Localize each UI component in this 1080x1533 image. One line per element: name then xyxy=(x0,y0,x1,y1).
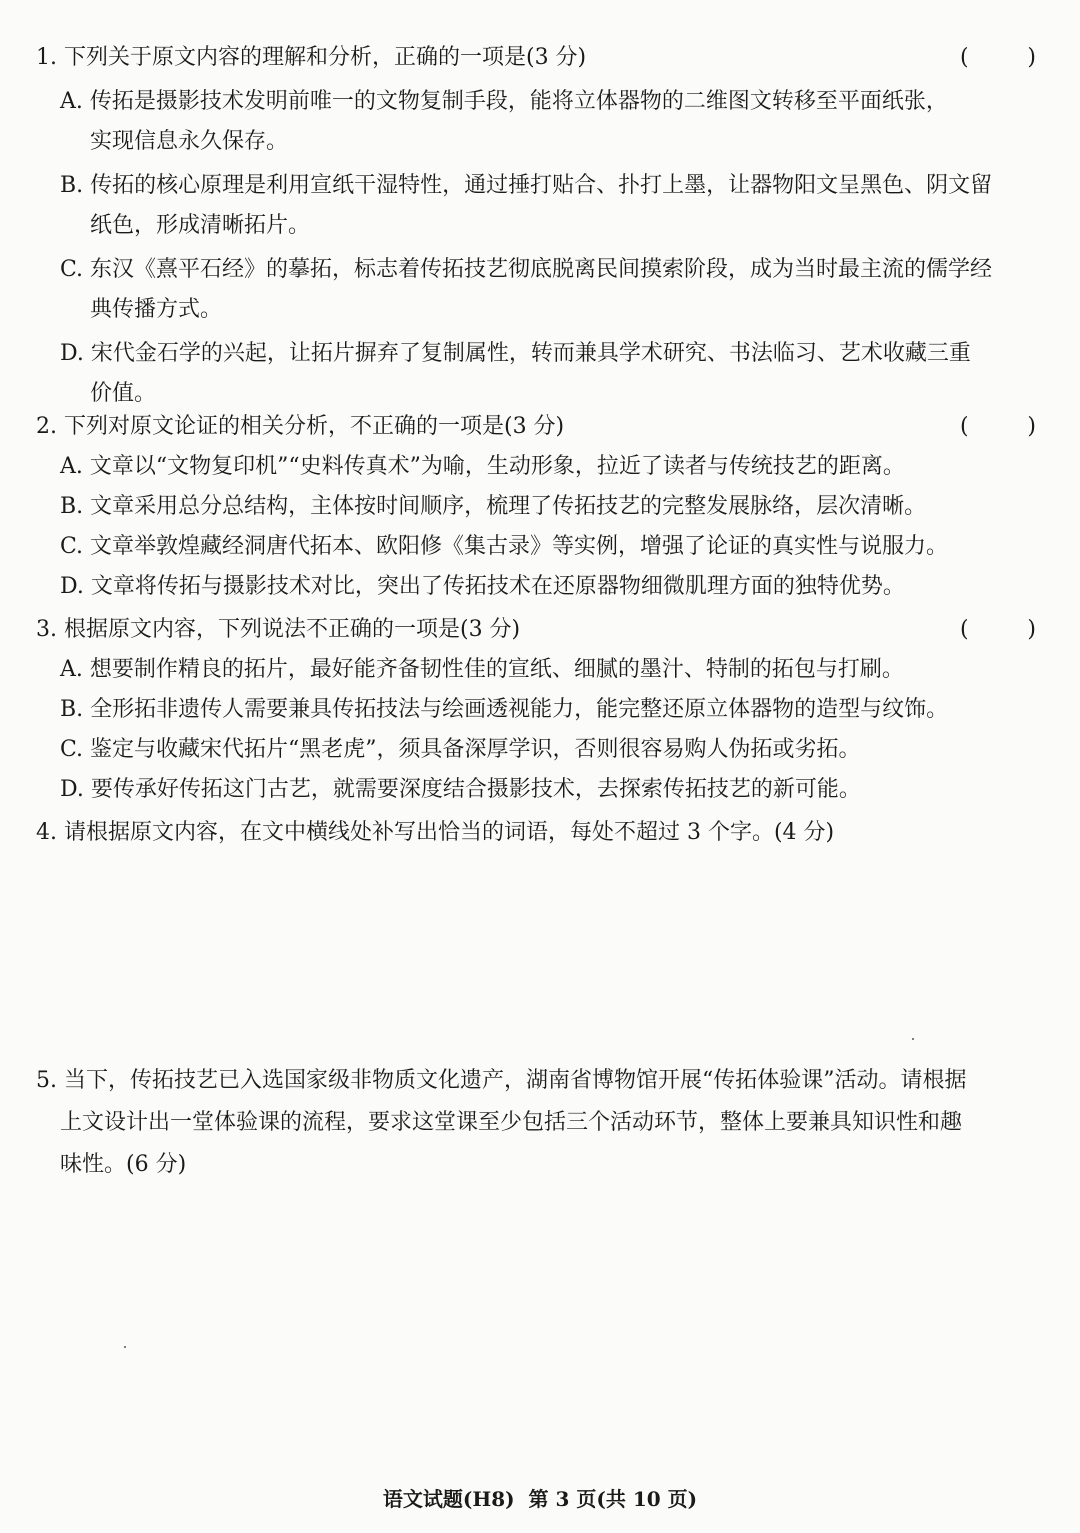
answer-bracket-2: ( ) xyxy=(960,414,1036,439)
question-2-stem: 2. 下列对原文论证的相关分析，不正确的一项是(3 分) xyxy=(36,414,565,439)
question-1-stem: 1. 下列关于原文内容的理解和分析，正确的一项是(3 分) xyxy=(36,45,587,70)
option-3c: C. 鉴定与收藏宋代拓片“黑老虎”，须具备深厚学识，否则很容易购人伪拓或劣拓。 xyxy=(60,737,861,762)
question-4 xyxy=(36,813,1036,853)
question-5-line-2: 上文设计出一堂体验课的流程，要求这堂课至少包括三个活动环节，整体上要兼具知识性和趣 xyxy=(60,1110,963,1135)
question-5 xyxy=(36,1060,1036,1186)
scan-speck xyxy=(124,1346,126,1348)
option-1a: A. 传拓是摄影技术发明前唯一的文物复制手段，能将立体器物的二维图文转移至平面纸张， 实现信息永久保存。 xyxy=(60,89,948,154)
question-3 xyxy=(36,610,1036,810)
option-1b: B. 传拓的核心原理是利用宣纸干湿特性，通过捶打贴合、扑打上墨，让器物阳文呈黑色、阴文留 纸色，形成清晰拓片。 xyxy=(60,173,993,238)
scan-speck xyxy=(912,1038,914,1040)
question-1 xyxy=(36,38,1036,414)
answer-bracket-3: ( ) xyxy=(960,617,1036,642)
question-5-line-3: 味性。(6 分) xyxy=(60,1152,187,1177)
option-2a: A. 文章以“文物复印机”“史料传真术”为喻，生动形象，拉近了读者与传统技艺的距离。 xyxy=(60,454,905,479)
answer-bracket-1: ( ) xyxy=(960,45,1036,70)
option-3d: D. 要传承好传拓这门古艺，就需要深度结合摄影技术，去探索传拓技艺的新可能。 xyxy=(60,777,861,802)
question-4-stem: 4. 请根据原文内容，在文中横线处补写出恰当的词语，每处不超过 3 个字。(4 分) xyxy=(36,820,835,845)
page-footer: 语文试题(H8) 第 3 页(共 10 页) xyxy=(382,1487,698,1511)
option-1d: D. 宋代金石学的兴起，让拓片摒弃了复制属性，转而兼具学术研究、书法临习、艺术收藏三重 价值。 xyxy=(60,341,971,406)
question-3-stem: 3. 根据原文内容，下列说法不正确的一项是(3 分) xyxy=(36,617,521,642)
option-3b: B. 全形拓非遗传人需要兼具传拓技法与绘画透视能力，能完整还原立体器物的造型与纹饰。 xyxy=(60,697,949,722)
option-2b: B. 文章采用总分总结构，主体按时间顺序，梳理了传拓技艺的完整发展脉络，层次清晰。 xyxy=(60,494,927,519)
option-2c: C. 文章举敦煌藏经洞唐代拓本、欧阳修《集古录》等实例，增强了论证的真实性与说服力。 xyxy=(60,534,949,559)
question-5-line-1: 5. 当下，传拓技艺已入选国家级非物质文化遗产，湖南省博物馆开展“传拓体验课”活动。请根据 xyxy=(36,1068,967,1093)
option-1c: C. 东汉《熹平石经》的摹拓，标志着传拓技艺彻底脱离民间摸索阶段，成为当时最主流的儒学经 典传播方式。 xyxy=(60,257,993,322)
question-2 xyxy=(36,407,1036,607)
option-3a: A. 想要制作精良的拓片，最好能齐备韧性佳的宣纸、细腻的墨汁、特制的拓包与打刷。 xyxy=(60,657,904,682)
option-2d: D. 文章将传拓与摄影技术对比，突出了传拓技术在还原器物细微肌理方面的独特优势。 xyxy=(60,574,905,599)
